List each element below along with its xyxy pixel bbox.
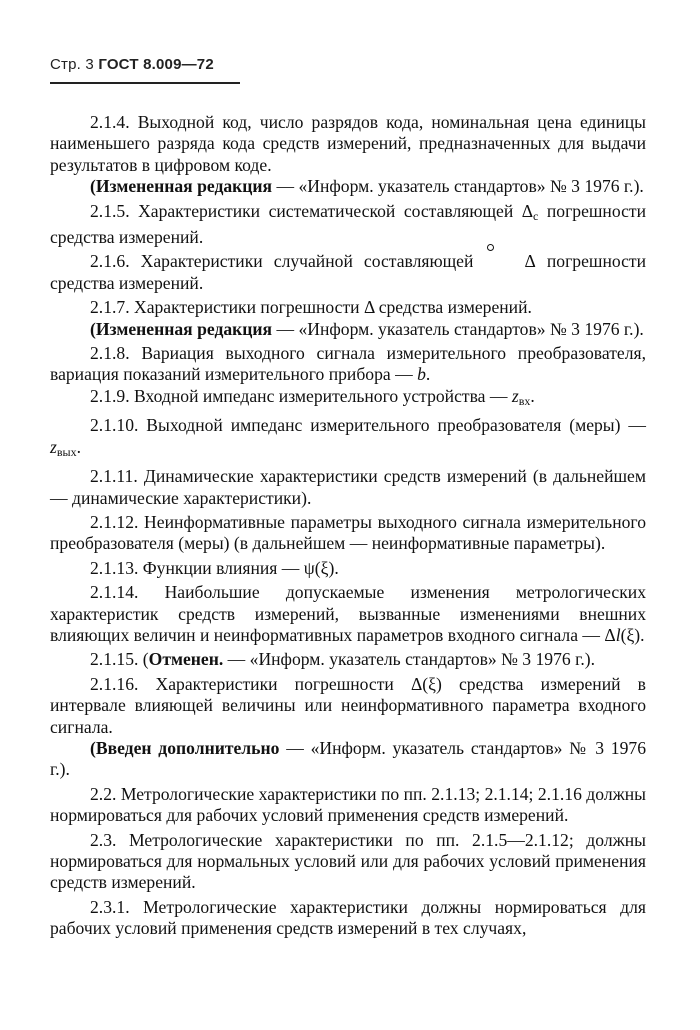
text-run: погрешности средства измерений. [50, 251, 647, 293]
text-run: Отменен. [148, 649, 224, 670]
text-run: (Измененная редакция [90, 176, 273, 197]
page-number: Стр. 3 [50, 56, 94, 73]
text-run: . [76, 436, 81, 457]
text-run: . [530, 385, 535, 406]
text-run: z [511, 385, 519, 406]
text-run: (Введен дополнительно [90, 737, 280, 758]
text-run: 2.2. Метрологические характеристики по пп. 2.1.13; 2.1.14; 2.1.16 должны нормироваться для рабочих условий применения средств измерений. [50, 783, 646, 826]
text-run: — «Информ. указатель стандартов» № 3 1976 г.). [50, 737, 646, 780]
text-run: (Измененная редакция [90, 318, 273, 339]
paragraph-p14 [50, 649, 646, 670]
page-header [50, 56, 214, 73]
text-run: l [615, 624, 621, 645]
text-run: — «Информ. указатель стандартов» № 3 1976 г.). [272, 318, 644, 339]
paragraph-p7 [50, 343, 646, 386]
text-run: b [417, 364, 426, 385]
text-run: 2.1.10. Выходной импеданс измерительного преобразователя (меры) — [90, 415, 646, 436]
paragraph-p15 [50, 674, 646, 738]
paragraph-p5 [50, 297, 646, 318]
paragraph-p17 [50, 784, 646, 827]
text-run: — «Информ. указатель стандартов» № 3 1976 г.). [272, 176, 644, 197]
text-run: Δ [484, 251, 535, 272]
paragraph-p16 [50, 738, 646, 781]
text-run: 2.1.4. Выходной код, число разрядов кода, номинальная цена единицы наименьшего разряда кода средств измерений, предназначенных для выдачи результатов в цифровом коде. [50, 112, 646, 175]
text-run: 2.1.5. Характеристики систематической составляющей Δ [90, 200, 534, 221]
paragraph-p19 [50, 897, 646, 940]
text-run: 2.1.8. Вариация выходного сигнала измерительного преобразователя, вариация показаний измерительного прибора — [50, 343, 646, 385]
text-run: (ξ). [620, 624, 645, 645]
paragraph-p4 [50, 251, 646, 294]
text-run: вх [518, 393, 531, 408]
paragraph-p3 [50, 201, 646, 249]
text-run: 2.1.11. Динамические характеристики средств измерений (в дальнейшем — динамические характеристики). [50, 466, 646, 508]
text-run: 2.3.1. Метрологические характеристики должны нормироваться для рабочих условий применения средств измерений в тех случаях, [50, 896, 646, 939]
text-run: вых [56, 444, 77, 459]
text-run: — «Информ. указатель стандартов» № 3 1976 г.). [223, 649, 595, 670]
paragraph-p12 [50, 558, 646, 579]
paragraph-p8 [50, 386, 646, 412]
text-run: 2.1.6. Характеристики случайной составляющей [90, 251, 485, 272]
text-run: 2.1.12. Неинформативные параметры выходного сигнала измерительного преобразователя (меры) (в дальнейшем — неинформативные параметры). [50, 511, 646, 554]
paragraph-p2 [50, 176, 646, 197]
paragraph-p13 [50, 582, 646, 646]
text-run: 2.1.9. Входной импеданс измерительного устройства — [90, 385, 512, 406]
text-run: 2.3. Метрологические характеристики по пп. 2.1.5—2.1.12; должны нормироваться для нормальных условий или для рабочих условий применения средств измерений. [50, 829, 646, 893]
text-run: 2.1.7. Характеристики погрешности Δ средства измерений. [90, 297, 532, 318]
text-run: . [425, 364, 431, 385]
paragraph-p6 [50, 319, 646, 340]
paragraph-p9 [50, 415, 646, 463]
text-run: 2.1.14. Наибольшие допускаемые изменения метрологических характеристик средств измерений, вызванные изменениями внешних влияющих величин и неинформативных параметров входного сигнала — Δ [50, 582, 646, 645]
paragraph-p1 [50, 112, 646, 176]
text-run: 2.1.16. Характеристики погрешности Δ(ξ) средства измерений в интервале влияющей величины или неинформативного параметра входного сигнала. [50, 673, 646, 737]
document-body [50, 112, 646, 940]
document-code: ГОСТ 8.009—72 [98, 56, 214, 73]
paragraph-p11 [50, 512, 646, 555]
text-run: z [50, 436, 57, 457]
text-run: 2.1.15. ( [90, 649, 149, 670]
paragraph-p18 [50, 830, 646, 894]
paragraph-p10 [50, 466, 646, 509]
text-run: 2.1.13. Функции влияния — ψ(ξ). [90, 557, 339, 578]
text-run: погрешности средства измерений. [50, 200, 647, 248]
text-run: с [533, 208, 539, 223]
header-rule [50, 82, 240, 84]
